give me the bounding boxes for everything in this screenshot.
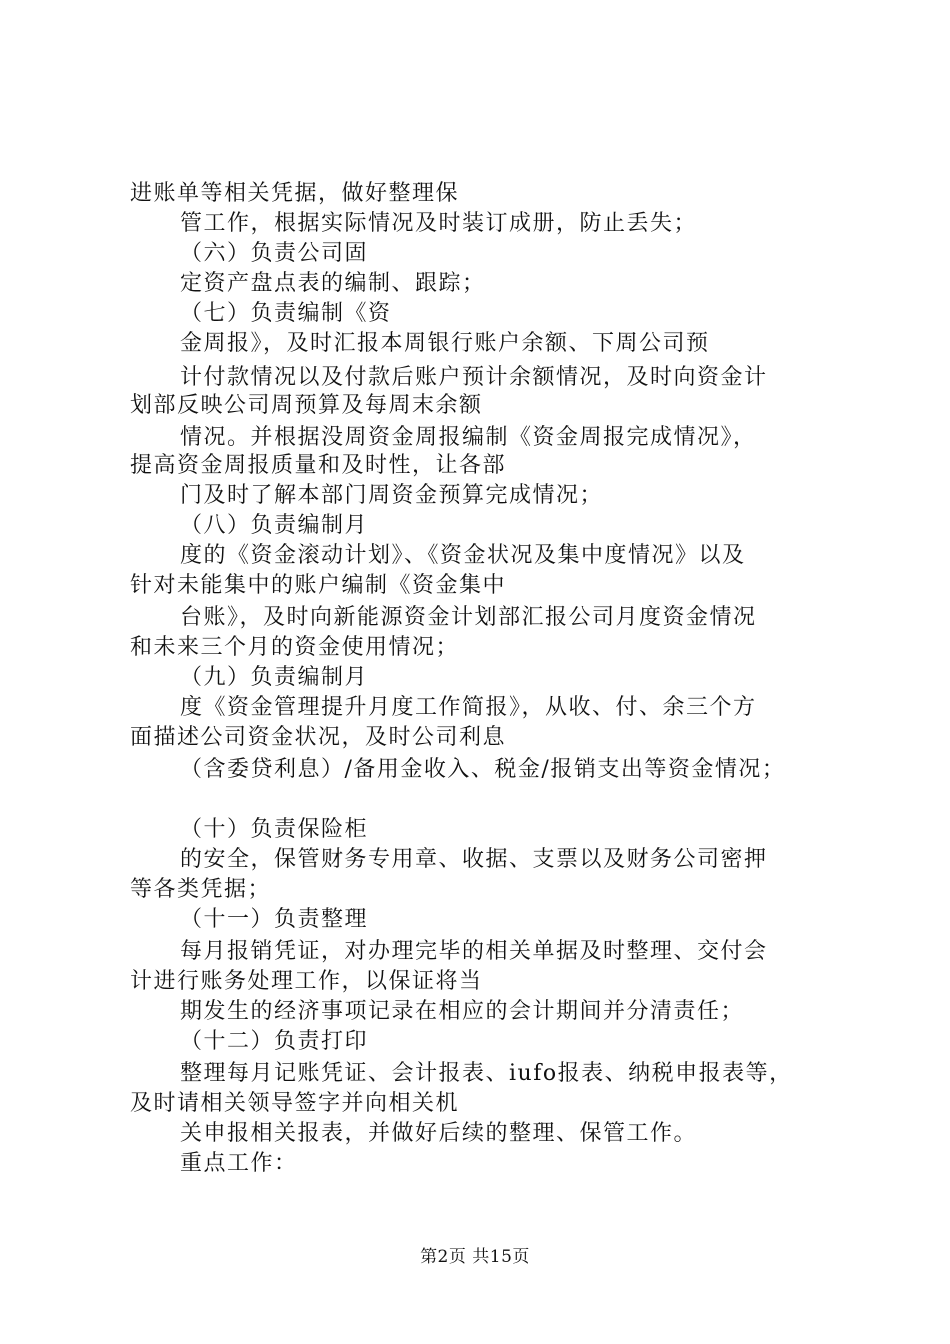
text-line: 定资产盘点表的编制、跟踪；: [180, 271, 486, 296]
page-number: 第2页 共15页: [420, 1247, 530, 1267]
text-line: 度的《资金滚动计划》、《资金状况及集中度情况》以及: [180, 543, 746, 568]
section-heading-10: （十）负责保险柜: [180, 817, 369, 842]
page-footer: [0, 1246, 950, 1268]
text-line: 的安全，保管财务专用章、收据、支票以及财务公司密押: [180, 847, 768, 872]
text-line: 计付款情况以及付款后账户预计余额情况，及时向资金计: [180, 365, 768, 390]
text-line: 台账》，及时向新能源资金计划部汇报公司月度资金情况: [180, 605, 757, 630]
text-line: 金周报》，及时汇报本周银行账户余额、下周公司预: [180, 331, 710, 356]
text-line: 情况。并根据没周资金周报编制《资金周报完成情况》，: [180, 425, 757, 450]
section-heading-9: （九）负责编制月: [180, 665, 369, 690]
text-line: 提高资金周报质量和及时性，让各部: [130, 453, 507, 478]
section-heading-12: （十二）负责打印: [180, 1029, 369, 1054]
text-line: 和未来三个月的资金使用情况；: [130, 635, 460, 660]
text-line: 及时请相关领导签字并向相关机: [130, 1091, 460, 1116]
text-line: 等各类凭据；: [130, 877, 272, 902]
text-line: 管工作，根据实际情况及时装订成册，防止丢失；: [180, 211, 698, 236]
text-line: 计进行账务处理工作，以保证将当: [130, 969, 483, 994]
text-line: 每月报销凭证，对办理完毕的相关单据及时整理、交付会: [180, 939, 768, 964]
section-heading-8: （八）负责编制月: [180, 513, 369, 538]
key-work-heading: 重点工作：: [180, 1151, 298, 1176]
text-line: 度《资金管理提升月度工作简报》，从收、付、余三个方: [180, 695, 757, 720]
section-heading-11: （十一）负责整理: [180, 907, 369, 932]
text-line: 进账单等相关凭据，做好整理保: [130, 181, 460, 206]
text-line: （含委贷利息）/备用金收入、税金/报销支出等资金情况；: [180, 757, 786, 782]
section-heading-6: （六）负责公司固: [180, 241, 369, 266]
text-line: 关申报相关报表，并做好后续的整理、保管工作。: [180, 1121, 698, 1146]
section-heading-7: （七）负责编制《资: [180, 301, 392, 326]
text-line: 面描述公司资金状况，及时公司利息: [130, 725, 507, 750]
text-line: 整理每月记账凭证、会计报表、iufo报表、纳税申报表等，: [180, 1061, 793, 1086]
text-line: 针对未能集中的账户编制《资金集中: [130, 573, 507, 598]
text-line: 划部反映公司周预算及每周末余额: [130, 393, 483, 418]
text-line: 门及时了解本部门周资金预算完成情况；: [180, 483, 604, 508]
text-line: 期发生的经济事项记录在相应的会计期间并分清责任；: [180, 999, 745, 1024]
